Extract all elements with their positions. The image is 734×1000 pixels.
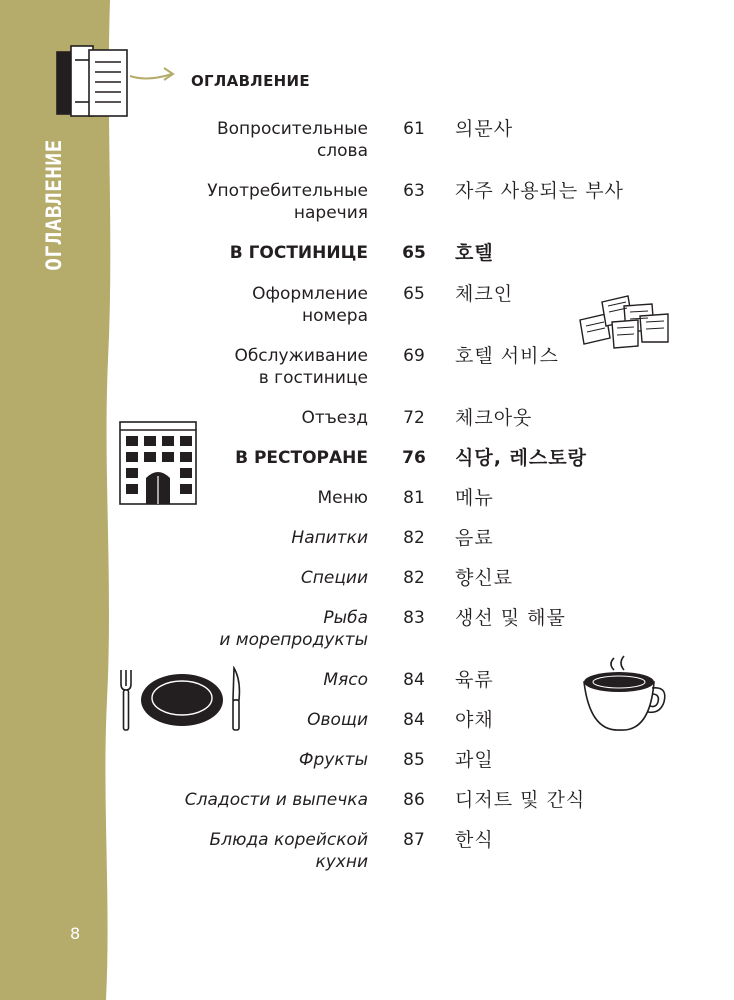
page-number: 8: [70, 924, 81, 943]
toc-page-number: 82: [403, 528, 425, 548]
coffee-cup-icon: [578, 654, 668, 738]
toc-page-number: 86: [403, 790, 425, 810]
toc-ru-title: Оформление номера: [252, 284, 368, 326]
books-icon: [55, 42, 131, 124]
toc-ru-title: Блюда корейской кухни: [209, 830, 368, 872]
toc-ko-title: 생선 및 해물: [455, 607, 566, 629]
toc-ru-title: В РЕСТОРАНЕ: [235, 448, 368, 468]
toc-ko-title: 체크아웃: [455, 407, 533, 429]
toc-ko-title: 의문사: [455, 118, 514, 140]
toc-ru-title: Напитки: [291, 528, 368, 548]
arrow-icon: [128, 62, 178, 90]
knife-icon: [228, 666, 244, 736]
toc-page-number: 84: [403, 670, 425, 690]
toc-ru-title: Овощи: [307, 710, 368, 730]
toc-page-number: 82: [403, 568, 425, 588]
toc-ru-title: Мясо: [323, 670, 368, 690]
toc-ru-title: Отъезд: [301, 408, 368, 428]
toc-ko-title: 과일: [455, 749, 494, 771]
toc-page-number: 65: [403, 284, 425, 304]
fork-icon: [118, 668, 134, 736]
toc-page-number: 87: [403, 830, 425, 850]
toc-header: ОГЛАВЛЕНИЕ: [191, 72, 310, 90]
toc-ru-title: Вопросительные слова: [216, 119, 368, 161]
toc-page-number: 63: [403, 181, 425, 201]
toc-page-number: 65: [402, 243, 426, 263]
toc-ru-title: Рыба и морепродукты: [219, 608, 368, 650]
toc-page-number: 81: [403, 488, 425, 508]
toc-page-number: 76: [402, 448, 426, 468]
toc-ru-title: Обслуживание в гостинице: [234, 346, 368, 388]
toc-ko-title: 호텔: [455, 242, 494, 264]
toc-ko-title: 디저트 및 간식: [455, 789, 586, 811]
papers-icon: [576, 292, 672, 356]
toc-ru-title: Меню: [317, 488, 368, 508]
side-title: ОГЛАВЛЕНИЕ: [42, 139, 66, 271]
toc-page-number: 72: [403, 408, 425, 428]
hotel-building-icon: [118, 420, 200, 512]
toc-page-number: 83: [403, 608, 425, 628]
toc-ru-title: Фрукты: [298, 750, 368, 770]
toc-page-number: 69: [403, 346, 425, 366]
toc-ko-title: 자주 사용되는 부사: [455, 180, 624, 202]
toc-ru-title: В ГОСТИНИЦЕ: [229, 243, 368, 263]
toc-ko-title: 식당, 레스토랑: [455, 447, 587, 469]
toc-page-number: 85: [403, 750, 425, 770]
plate-icon: [139, 672, 225, 732]
toc-ko-title: 한식: [455, 829, 494, 851]
toc-page-number: 61: [403, 119, 425, 139]
toc-ru-title: Сладости и выпечка: [184, 790, 368, 810]
toc-ko-title: 호텔 서비스: [455, 345, 559, 367]
toc-ko-title: 체크인: [455, 283, 514, 305]
toc-ko-title: 육류: [455, 669, 494, 691]
toc-ko-title: 야채: [455, 709, 494, 731]
toc-ru-title: Употребительные наречия: [207, 181, 368, 223]
toc-ko-title: 음료: [455, 527, 494, 549]
toc-ko-title: 향신료: [455, 567, 514, 589]
toc-ru-title: Специи: [300, 568, 368, 588]
toc-page-number: 84: [403, 710, 425, 730]
toc-ko-title: 메뉴: [455, 487, 494, 509]
